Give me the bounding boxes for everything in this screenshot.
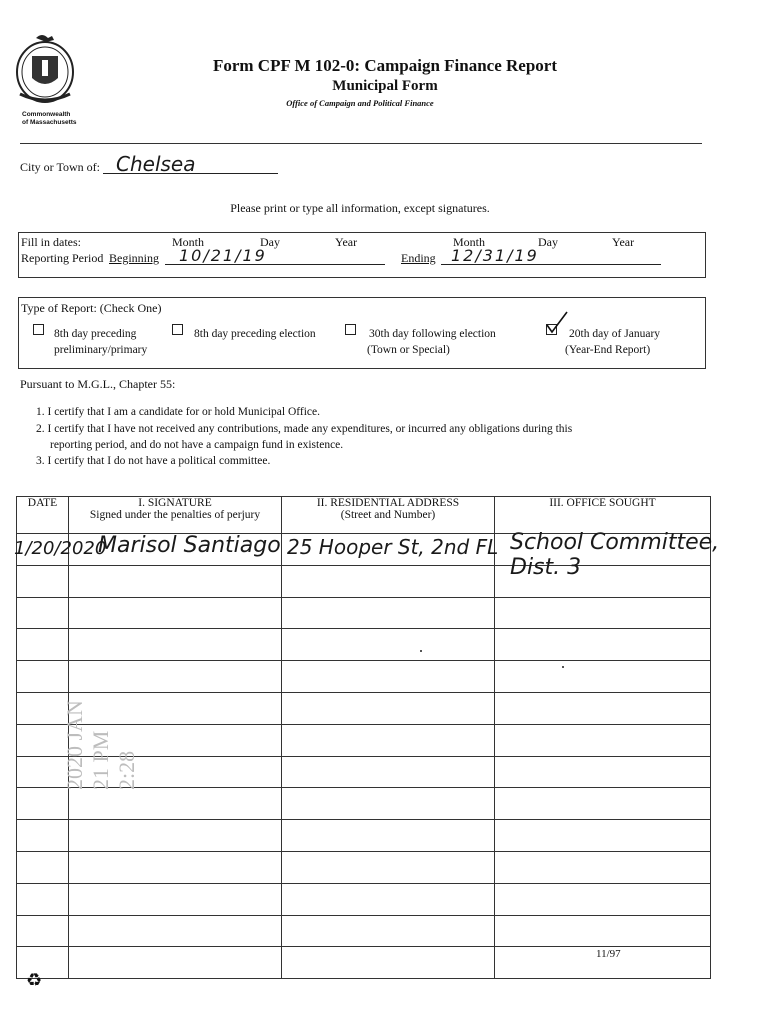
table-row <box>17 788 711 820</box>
option-30th-day-label: 30th day following election <box>369 328 496 340</box>
office-name: Office of Campaign and Political Finance <box>286 98 434 108</box>
certification-2: 2. I certify that I have not received any contributions, made any expenditures, or incurred any obligations during this <box>36 423 573 435</box>
checkbox-8th-day-primary[interactable] <box>33 324 44 335</box>
certification-1: 1. I certify that I am a candidate for or hold Municipal Office. <box>36 406 320 418</box>
scan-speck <box>562 666 564 668</box>
scan-speck <box>420 650 422 652</box>
form-revision-code: 11/97 <box>596 948 621 960</box>
option-8th-day-primary-label: 8th day preceding <box>54 328 137 340</box>
report-type-box <box>18 297 706 369</box>
seal-caption: Commonwealth of Massachusetts <box>22 111 77 126</box>
table-row <box>17 597 711 629</box>
table-row <box>17 851 711 883</box>
checkbox-30th-day[interactable] <box>345 324 356 335</box>
recycle-icon: ♻ <box>26 970 43 990</box>
option-20th-january-label: 20th day of January <box>569 328 661 340</box>
table-row <box>17 915 711 947</box>
beginning-month-header: Month <box>172 235 205 249</box>
option-20th-january-sublabel: (Year-End Report) <box>565 344 651 356</box>
signature-column-header: I. SIGNATURE Signed under the penalties of perjury <box>69 497 282 534</box>
table-row <box>17 820 711 852</box>
ending-month-header: Month <box>453 235 486 249</box>
checkbox-8th-day-election[interactable] <box>172 324 183 335</box>
beginning-date-field[interactable]: 10/21/19 <box>179 246 267 265</box>
office-column-header: III. OFFICE SOUGHT <box>495 497 711 534</box>
city-field[interactable]: Chelsea <box>116 152 196 176</box>
certification-3: 3. I certify that I do not have a political committee. <box>36 455 271 467</box>
pursuant-text: Pursuant to M.G.L., Chapter 55: <box>20 377 176 391</box>
checkmark-icon <box>544 310 570 336</box>
city-label: City or Town of: <box>20 160 100 174</box>
ending-day-header: Day <box>538 235 558 249</box>
table-row <box>17 661 711 693</box>
reporting-period-label: Reporting Period <box>21 251 104 265</box>
beginning-year-header: Year <box>335 235 358 249</box>
received-date-stamp: 2020 JAN 21 PM 2:28 <box>62 700 139 790</box>
beginning-label: Beginning <box>109 251 159 265</box>
option-8th-day-election-label: 8th day preceding election <box>194 328 316 340</box>
header-divider <box>20 143 702 144</box>
address-column-header: II. RESIDENTIAL ADDRESS (Street and Number) <box>282 497 495 534</box>
table-row <box>17 883 711 915</box>
option-30th-day-sublabel: (Town or Special) <box>367 344 450 356</box>
option-8th-day-primary-sublabel: preliminary/primary <box>54 344 148 356</box>
beginning-day-header: Day <box>260 235 280 249</box>
form-title: Form CPF M 102-0: Campaign Finance Report <box>212 56 558 75</box>
ending-label: Ending <box>401 251 436 265</box>
ending-year-header: Year <box>612 235 635 249</box>
reporting-dates-box <box>18 232 706 278</box>
report-type-label: Type of Report: (Check One) <box>21 301 162 315</box>
certification-2-continued: reporting period, and do not have a campaign fund in existence. <box>50 439 344 451</box>
ending-date-field[interactable]: 12/31/19 <box>451 246 539 265</box>
entry-signature-value: Marisol Santiago <box>98 533 281 558</box>
form-subtitle: Municipal Form <box>332 78 438 94</box>
table-row <box>17 629 711 661</box>
instructions: Please print or type all information, except signatures. <box>230 201 490 215</box>
entry-date-value: 1/20/2020 <box>14 538 107 559</box>
entry-office-value: School Committee, Dist. 3 <box>510 530 720 580</box>
fill-in-dates-label: Fill in dates: <box>21 235 81 249</box>
entry-address-value: 25 Hooper St, 2nd FL <box>287 535 499 559</box>
date-column-header: DATE <box>17 497 69 534</box>
